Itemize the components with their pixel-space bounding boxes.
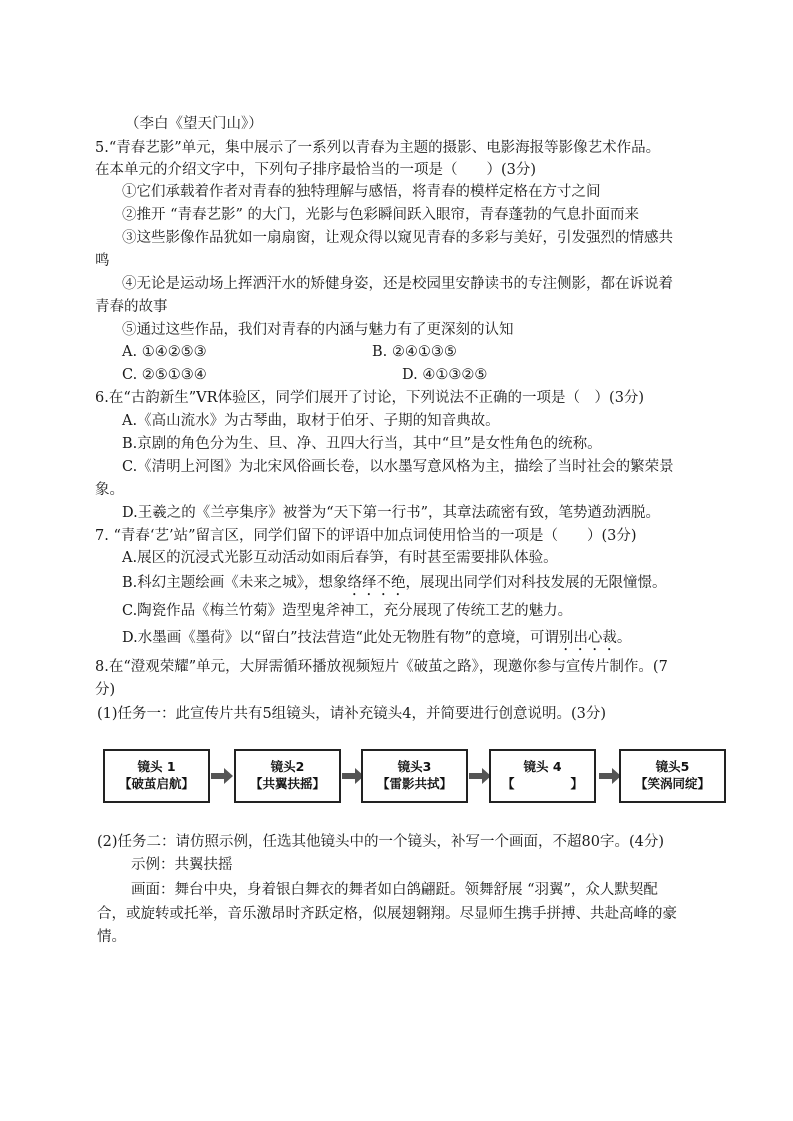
shot-4-title: 镜头 4 — [523, 759, 562, 774]
sentence-1: ①它们承载着作者对青春的独特理解与感悟，将青春的模样定格在方寸之间 — [122, 184, 601, 200]
sentence-5: ⑤通过这些作品，我们对青春的内涵与魅力有了更深刻的认知 — [122, 322, 514, 338]
q7-option-b-text-end: ，展现出同学们对科技发展的无限憧憬。 — [405, 575, 667, 591]
q7-option-d-dotted-word: 别出心裁 — [558, 630, 617, 646]
q6-option-d: D.王羲之的《兰亭集序》被誉为“天下第一行书”，其章法疏密有致，笔势遒劲洒脱。 — [122, 505, 661, 521]
example-scene-cont: 合，或旋转或托举，音乐激昂时齐跃定格，似展翅翱翔。尽显师生携手拼搏、共赴高峰的豪 — [97, 906, 677, 922]
question-6-stem: 6.在“古韵新生”VR体验区，同学们展开了讨论，下列说法不正确的一项是（ ）(3分) — [95, 390, 645, 406]
shot-2-box — [234, 749, 341, 803]
q5-option-b: B. ②④①③⑤ — [372, 344, 457, 360]
shot-3-name: 【雷影共拭】 — [376, 776, 452, 791]
q7-option-b-text: B.科幻主题绘画《未来之城》，想象 — [122, 575, 348, 591]
shot-1-box — [103, 749, 210, 803]
shot-5-box — [619, 749, 726, 803]
shot-4-bracket-close: 】 — [570, 776, 584, 791]
arrow-right-icon — [599, 768, 621, 784]
shot-4-box — [489, 749, 596, 803]
sentence-3-cont: 鸣 — [95, 253, 110, 269]
arrow-right-icon — [211, 768, 233, 784]
q7-option-a: A.展区的沉浸式光影互动活动如雨后春笋，有时甚至需要排队体验。 — [122, 550, 558, 566]
shot-5-title: 镜头5 — [655, 759, 690, 774]
q7-option-d — [122, 627, 631, 654]
arrow-right-icon — [469, 768, 491, 784]
shot-2-title: 镜头2 — [270, 759, 305, 774]
sentence-4-cont: 青春的故事 — [95, 299, 168, 315]
q7-option-d-text: D.水墨画《墨荷》以“留白”技法营造“此处无物胜有物”的意境，可谓 — [122, 630, 559, 646]
q6-option-b: B.京剧的角色分为生、旦、净、丑四大行当，其中“旦”是女性角色的统称。 — [122, 436, 602, 452]
source-citation: （李白《望天门山》） — [125, 116, 263, 132]
question-8-stem: 8.在“澄观荣耀”单元，大屏需循环播放视频短片《破茧之路》，现邀你参与宣传片制作。(7 — [95, 659, 668, 675]
example-scene: 画面：舞台中央，身着银白舞衣的舞者如白鸽翩跹。领舞舒展 “羽翼”，众人默契配 — [131, 882, 658, 898]
q7-option-d-text-end: 。 — [616, 630, 632, 646]
q5-option-d: D. ④①③②⑤ — [402, 367, 488, 383]
shot-2-name: 【共翼扶摇】 — [249, 776, 325, 791]
example-scene-end: 情。 — [97, 929, 126, 945]
task-2: (2)任务二：请仿照示例，任选其他镜头中的一个镜头，补写一个画面，不超80字。(4分) — [97, 834, 665, 850]
q5-option-a: A. ①④②⑤③ — [122, 344, 207, 360]
shot-1-name: 【破茧启航】 — [118, 776, 194, 791]
q5-option-c: C. ②⑤①③④ — [122, 367, 207, 383]
shot-3-title: 镜头3 — [397, 759, 432, 774]
shot-5-name: 【笑涡同绽】 — [634, 776, 710, 791]
task-1: (1)任务一：此宣传片共有5组镜头，请补充镜头4，并简要进行创意说明。(3分) — [97, 706, 607, 722]
shot-sequence-diagram — [103, 743, 723, 817]
question-5-stem: 5.“青春艺影”单元，集中展示了一系列以青春为主题的摄影、电影海报等影像艺术作品。 — [95, 140, 661, 156]
q7-option-c: C.陶瓷作品《梅兰竹菊》造型鬼斧神工，充分展现了传统工艺的魅力。 — [122, 603, 573, 619]
sentence-4: ④无论是运动场上挥洒汗水的矫健身姿，还是校园里安静读书的专注侧影，都在诉说着 — [122, 276, 673, 292]
shot-1-title: 镜头 1 — [137, 759, 176, 774]
q7-option-b — [122, 572, 667, 599]
question-7-stem: 7. “青春‘艺’站”留言区，同学们留下的评语中加点词使用恰当的一项是（ ）(3分) — [95, 528, 637, 544]
q6-option-c: C.《清明上河图》为北宋风俗画长卷，以水墨写意风格为主，描绘了当时社会的繁荣景 — [122, 459, 674, 475]
question-5-stem-cont: 在本单元的介绍文字中，下列句子排序最恰当的一项是（ ）(3分) — [95, 162, 537, 178]
q7-option-b-dotted-word: 络绎不绝 — [347, 575, 406, 591]
question-8-stem-cont: 分) — [95, 682, 116, 698]
q6-option-c-cont: 象。 — [95, 482, 124, 498]
shot-4-name-blank — [491, 775, 594, 793]
sentence-2: ②推开 “青春艺影” 的大门，光影与色彩瞬间跃入眼帘，青春蓬勃的气息扑面而来 — [122, 207, 640, 223]
shot-4-bracket-open: 【 — [501, 776, 515, 791]
shot-3-box — [361, 749, 468, 803]
sentence-3: ③这些影像作品犹如一扇扇窗，让观众得以窥见青春的多彩与美好，引发强烈的情感共 — [122, 230, 673, 246]
example-label: 示例：共翼扶摇 — [131, 857, 233, 873]
q6-option-a: A.《高山流水》为古琴曲，取材于伯牙、子期的知音典故。 — [122, 413, 500, 429]
